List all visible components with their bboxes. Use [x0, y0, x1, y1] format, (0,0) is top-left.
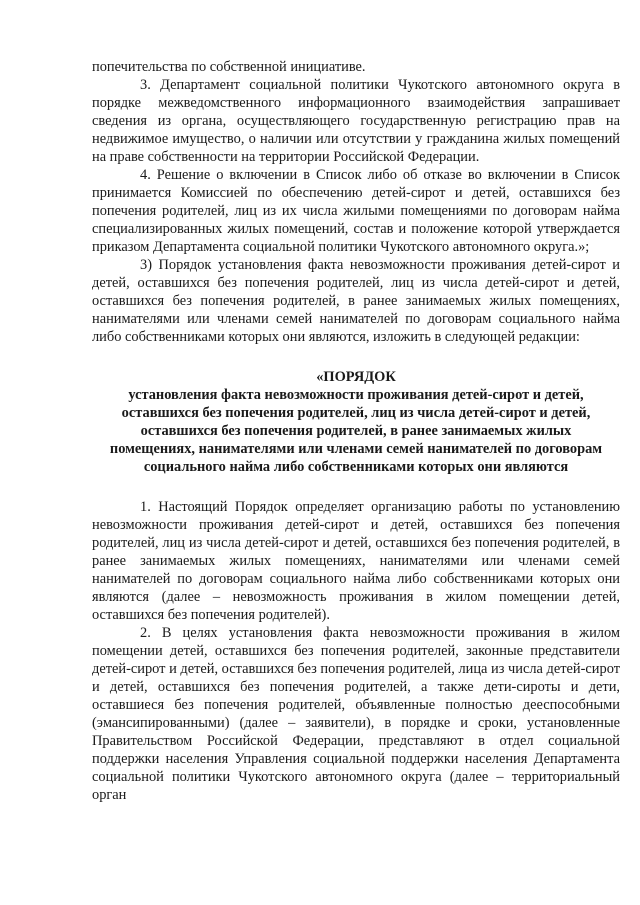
paragraph-item-3: 3. Департамент социальной политики Чукотского автономного округа в порядке межведомственного информационного взаимодействия запрашивает сведения из органа, осуществляющего государственную регистрацию прав на недвижимое имущество, о наличии или отсутствии у гражданина жилых помещений на праве собственности на территории Российской Федерации. — [92, 77, 620, 165]
procedure-paragraph-2: 2. В целях установления факта невозможности проживания в жилом помещении детей, оставшихся без попечения родителей, законные представители детей-сирот и детей, оставшихся без попечения родителей, лица из числа детей-сирот и детей, оставшихся без попечения родителей, а также дети-сироты и дети, оставшиеся без попечения родителей, объявленные полностью дееспособными (эмансипированными) (далее – заявители), в порядке и сроки, установленные Правительством Российской Федерации, представляют в отдел социальной поддержки населения Управления социальной поддержки населения Департамента социальной политики Чукотского автономного округа (далее – территориальный орган — [92, 625, 620, 803]
procedure-subheading: установления факта невозможности проживания детей-сирот и детей, оставшихся без попечения родителей, лиц из числа детей-сирот и детей, оставшихся без попечения родителей, в ранее занимаемых жилых помещениях, нанимателями или членами семей нанимателей по договорам социального найма либо собственниками которых они являются — [109, 387, 603, 475]
procedure-paragraph-1: 1. Настоящий Порядок определяет организацию работы по установлению невозможности проживания детей-сирот и детей, оставшихся без попечения родителей, лиц из числа детей-сирот и детей, оставшихся без попечения родителей, в ранее занимаемых жилых помещениях, нанимателями или членами семей нанимателей по договорам социального найма либо собственниками которых они являются (далее – невозможность проживания в жилом помещении детей, оставшихся без попечения родителей). — [92, 499, 620, 623]
document-page — [92, 58, 620, 804]
paragraph-item-4: 4. Решение о включении в Список либо об отказе во включении в Список принимается Комиссией по обеспечению детей-сирот и детей, оставшихся без попечения родителей, лиц из их числа жилыми помещениями по договорам найма специализированных жилых помещений, состав и положение которой утверждается приказом Департамента социальной политики Чукотского автономного округа.»; — [92, 167, 620, 255]
paragraph-amendment-3: 3) Порядок установления факта невозможности проживания детей-сирот и детей, оставшихся без попечения родителей, лиц из числа детей-сирот и детей, оставшихся без попечения родителей, в ранее занимаемых жилых помещениях, нанимателями или членами семей нанимателей по договорам социального найма либо собственниками которых они являются, изложить в следующей редакции: — [92, 257, 620, 345]
paragraph-continuation: попечительства по собственной инициативе. — [92, 59, 366, 75]
procedure-heading: «ПОРЯДОК — [316, 369, 396, 385]
